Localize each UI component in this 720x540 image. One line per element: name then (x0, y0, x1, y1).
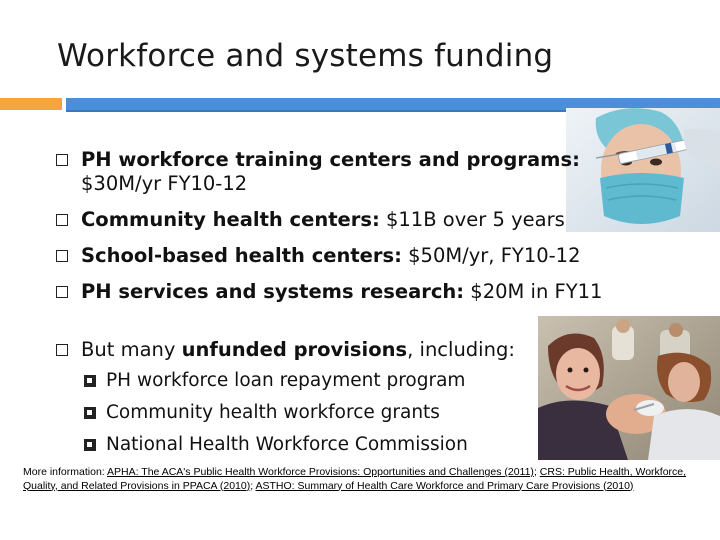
checkbox-square-icon (56, 286, 68, 298)
checkbox-square-icon (56, 154, 68, 166)
slide-title: Workforce and systems funding (57, 38, 554, 74)
checkbox-square-icon (56, 214, 68, 226)
filled-square-icon (84, 375, 96, 387)
nurse-syringe-photo (566, 108, 720, 232)
title-rule-orange (0, 98, 62, 110)
checkbox-square-icon (56, 250, 68, 262)
filled-square-icon (84, 407, 96, 419)
link-apha[interactable]: APHA: The ACA's Public Health Workforce Provisions: Opportunities and Challenges (2011) (107, 466, 534, 478)
footer-more-information: More information: APHA: The ACA's Public Health Workforce Provisions: Opportunities and Challenges (2011); CRS: Public Health, Workforce, Quality, and Related Provisions in PPACA (2010); ASTHO: Summary of Health Care Workforce and Primary Care Provisions (2010) (23, 466, 687, 492)
link-crs[interactable]: CRS: Public Health, Workforce, Quality, and Related Provisions in PPACA (2010) (23, 466, 687, 492)
vaccination-photo (538, 316, 720, 460)
filled-square-icon (84, 439, 96, 451)
link-astho[interactable]: ASTHO: Summary of Health Care Workforce and Primary Care Provisions (2010) (255, 479, 634, 492)
checkbox-square-icon (56, 344, 68, 356)
